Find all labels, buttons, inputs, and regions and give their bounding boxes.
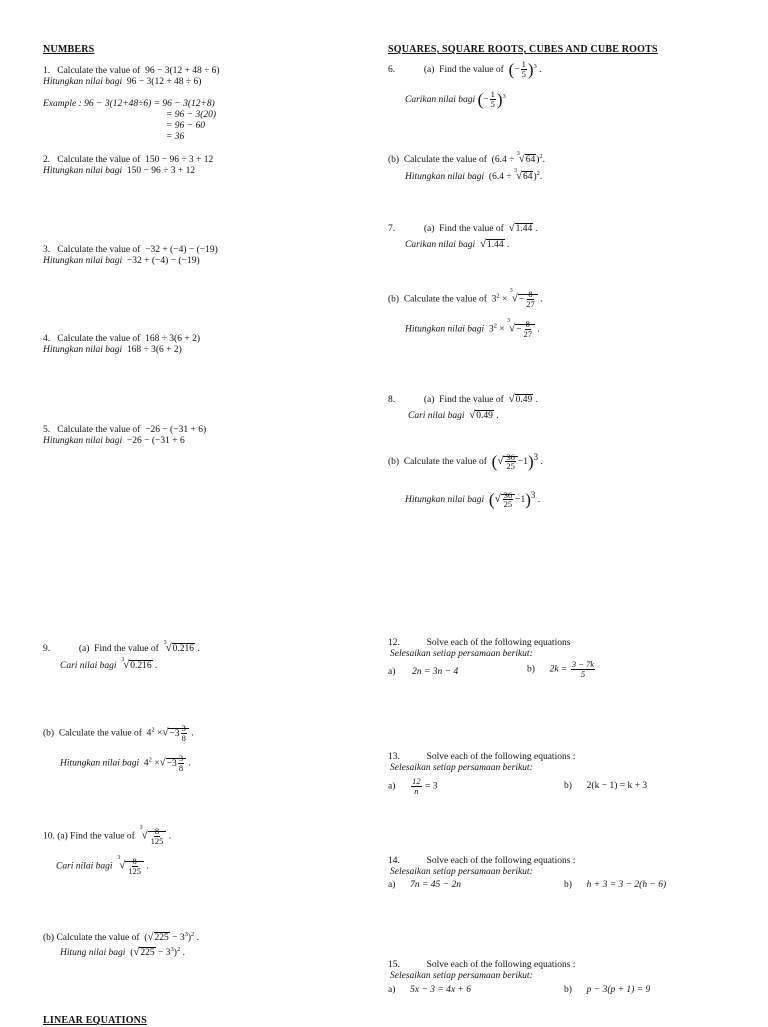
whole-part: −3 (166, 758, 177, 769)
question-9b-malay: Hitungkan nilai bagi $4^2 \times√-3$ $\frac{3}{8}$ . (60, 753, 191, 773)
malay-expression: −26 − (−31 + 6 (126, 436, 185, 446)
expression-part: (6.4 ÷ (488, 172, 512, 183)
expression-part: (6.4 ÷ (491, 155, 515, 166)
question-number: 4. (43, 334, 51, 344)
radical-sign: √ (509, 322, 516, 335)
example-label: Example : (43, 99, 82, 109)
fraction: $\frac{3}{8}$ (178, 753, 184, 773)
radical-sign: √ (511, 292, 518, 305)
roots-heading: SQUARES, SQUARE ROOTS, CUBES AND CUBE ROOTS (388, 44, 658, 55)
minus-one: −1 (515, 495, 526, 506)
question-14a (388, 880, 461, 891)
radicand: 225 (140, 948, 155, 959)
root-index: 3 (516, 151, 520, 157)
question-15b (564, 985, 650, 996)
question-text: Find the value of (439, 224, 504, 234)
part-label: (b) (43, 728, 55, 739)
fraction: $\frac{8}{125}$ (128, 856, 142, 876)
malay-text: Cari nilai bagi (60, 661, 117, 671)
question-text: Find the value of (439, 395, 504, 405)
question-8a-malay: Cari nilai bagi √0.49 . (408, 409, 499, 421)
minus-sign: − (514, 64, 520, 75)
question-number: 12. (388, 638, 400, 648)
fraction: $\frac{36}{25}$ (503, 489, 513, 510)
radical-sign: √ (165, 642, 172, 654)
question-4 (43, 334, 200, 345)
fraction: $\frac{3}{8}$ (181, 723, 186, 743)
root-index: 3 (117, 855, 121, 861)
question-12a (388, 667, 458, 678)
example-line-3: = 96 − 60 (166, 121, 205, 131)
exponent: 2 (148, 756, 152, 764)
part-label: b) (564, 781, 572, 791)
minus-sign: − (518, 294, 525, 305)
question-7a-malay: Carikan nilai bagi √1.44 . (405, 238, 510, 250)
equation: 7n = 45 − 2n (410, 880, 461, 890)
malay-text: Hitungkan nilai bagi (405, 495, 485, 506)
base: 3 (491, 294, 497, 305)
malay-text: Cari nilai bagi (56, 861, 113, 872)
radical-sign: √ (494, 493, 501, 506)
radicand: 0.49 (515, 395, 533, 405)
radicand: 0.216 (130, 661, 152, 671)
question-text: Find the value of (94, 644, 159, 654)
expression-part: ) (533, 172, 537, 183)
malay-text: Hitungkan nilai bagi (43, 256, 123, 266)
expression-part: − 3 (172, 933, 185, 944)
radical-sign: √ (133, 946, 140, 959)
question-13a (388, 777, 438, 796)
question-text: Calculate the value of (57, 425, 141, 435)
question-15-malay: Selesaikan setiap persamaan berikut: (390, 971, 533, 981)
radical-sign: √ (497, 455, 504, 468)
part-label: a) (388, 985, 396, 995)
malay-text: Carikan nilai bagi (405, 240, 476, 250)
part-label: (a) (423, 395, 435, 405)
minus-one: −1 (517, 457, 528, 468)
question-3-malay (43, 256, 200, 267)
question-number: 7. (388, 224, 396, 234)
radicand: 225 (154, 933, 169, 944)
radical-sign: √ (515, 170, 522, 183)
radical-sign: √ (479, 238, 486, 250)
part-label: b) (564, 985, 572, 995)
malay-text: Hitungkan nilai bagi (60, 758, 140, 769)
malay-text: Hitung nilai bagi (60, 948, 126, 959)
question-text: Find the value of (70, 831, 135, 842)
question-8a: 8. (a) Find the value of √0.49 . (388, 393, 538, 405)
question-7b-malay: Hitungkan nilai bagi $3^2 \times ^3√-$ $\frac{8}{27}$ . (405, 318, 540, 339)
question-6b-malay: Hitungkan nilai bagi $(6.4 \div ^3√64)^2$. (405, 168, 543, 183)
radicand: 0.216 (172, 644, 194, 654)
question-9a: 9. (a) Find the value of $^3$√0.216 . (43, 640, 200, 654)
question-10b: (b) Calculate the value of $(√225 - 3^3)^2$ . (43, 931, 200, 944)
malay-text: Hitungkan nilai bagi (43, 166, 123, 176)
question-number: 10. (43, 831, 55, 842)
minus-sign: − (483, 94, 489, 105)
malay-text: Hitungkan nilai bagi (405, 172, 485, 183)
linear-equations-heading: LINEAR EQUATIONS (43, 1015, 147, 1026)
question-13b (564, 781, 647, 792)
question-13-malay: Selesaikan setiap persamaan berikut: (390, 763, 533, 773)
part-label: a) (388, 781, 396, 792)
whole-part: −3 (169, 728, 180, 739)
question-text: Solve each of the following equations (426, 638, 571, 648)
part-label: b) (564, 880, 572, 890)
question-expression: −26 − (−31 + 6) (145, 425, 207, 435)
minus-sign: − (516, 324, 522, 335)
part-label: (a) (57, 831, 68, 842)
question-text: Calculate the value of (57, 334, 141, 344)
question-text: Calculate the value of (57, 245, 141, 255)
exponent: 2 (176, 946, 181, 953)
question-3 (43, 245, 218, 256)
question-6b: (b) Calculate the value of $(6.4 \div ^3√64)^2$. (388, 151, 546, 166)
exponent: 2 (539, 153, 543, 160)
question-1 (43, 66, 220, 77)
expression-part: − 3 (158, 948, 171, 959)
question-6a: 6. (a) Find the value of (− $\frac{1}{5}$ )$^3$ . (388, 59, 542, 80)
root-index: 3 (513, 168, 517, 174)
root-index: 3 (139, 825, 143, 831)
part-label: (b) (388, 155, 400, 166)
malay-text: Hitungkan nilai bagi (43, 345, 123, 355)
question-8b-malay: Hitungkan nilai bagi (√ $\frac{36}{25}$ −1)3 . (405, 489, 541, 510)
question-expression: 150 − 96 ÷ 3 + 12 (145, 155, 214, 165)
fraction: $\frac{1}{5}$ (490, 89, 495, 110)
question-1-malay (43, 77, 201, 88)
question-number: 3. (43, 245, 51, 255)
question-text: Solve each of the following equations : (426, 960, 576, 970)
exponent: 2 (496, 292, 500, 300)
expression-part: ) (536, 155, 540, 166)
malay-text: Hitungkan nilai bagi (405, 324, 485, 335)
question-number: 8. (388, 395, 396, 405)
question-12-malay: Selesaikan setiap persamaan berikut: (390, 649, 533, 659)
radicand: 1.44 (515, 224, 533, 234)
equation: h + 3 = 3 − 2(h − 6) (586, 880, 667, 890)
exponent: 3 (170, 946, 174, 953)
question-15a (388, 985, 471, 996)
radical-sign: √ (508, 393, 515, 405)
radical-sign: √ (469, 409, 476, 421)
fraction: $\frac{1}{5}$ (521, 59, 526, 80)
exponent: 2 (493, 322, 497, 330)
question-7a: 7. (a) Find the value of √1.44 . (388, 222, 538, 234)
question-14-malay: Selesaikan setiap persamaan berikut: (390, 867, 533, 877)
question-9b: (b) Calculate the value of $4^2 \times√-3$ $\frac{3}{8}$ . (43, 723, 194, 743)
radicand: 1.44 (487, 240, 504, 250)
part-label: (a) (423, 64, 435, 75)
question-text: Solve each of the following equations : (426, 752, 576, 762)
question-6a-malay: Carikan nilai bagi (− $\frac{1}{5}$ )$^3$ (405, 89, 506, 110)
fraction: $\frac{8}{27}$ (526, 289, 535, 309)
question-number: 14. (388, 856, 400, 866)
malay-expression: 96 − 3(12 + 48 ÷ 6) (126, 77, 202, 87)
part-label: (b) (388, 294, 400, 305)
root-index: 3 (507, 318, 511, 324)
times-sign: × (499, 324, 505, 335)
question-number: 6. (388, 64, 396, 75)
question-2-malay (43, 166, 195, 177)
malay-expression: 168 ÷ 3(6 + 2) (126, 345, 182, 355)
malay-text: Hitungkan nilai bagi (43, 436, 123, 446)
part-label: a) (388, 667, 396, 677)
example-line-4: = 36 (166, 132, 185, 142)
question-expression: 168 ÷ 3(6 + 2) (145, 334, 200, 344)
radical-sign: √ (147, 931, 154, 944)
question-number: 15. (388, 960, 400, 970)
question-number: 1. (43, 66, 51, 76)
question-7b: (b) Calculate the value of $3^2 \times ^3√-$ $\frac{8}{27}$ . (388, 288, 543, 309)
expression-part: ( (144, 933, 148, 944)
malay-expression: 150 − 96 ÷ 3 + 12 (126, 166, 196, 176)
question-10a: 10. (a) Find the value of $^3$√ $\frac{8}{125}$ . (43, 825, 172, 846)
expression-part: ( (130, 948, 134, 959)
fraction: $\frac{8}{125}$ (150, 826, 164, 846)
question-15 (388, 960, 575, 971)
question-number: 5. (43, 425, 51, 435)
question-number: 13. (388, 752, 400, 762)
radicand: 0.49 (476, 411, 493, 421)
equation: 2n = 3n − 4 (412, 667, 459, 677)
base: 4 (143, 758, 149, 769)
expression-part: ) (187, 933, 192, 944)
equation-left: 2k = (549, 664, 568, 675)
question-text: Calculate the value of (403, 294, 487, 305)
question-text: Calculate the value of (57, 66, 141, 76)
malay-expression: −32 + (−4) − (−19) (126, 256, 200, 266)
exponent: 3 (184, 931, 188, 938)
radicand: 64 (522, 172, 533, 183)
equation: 5x − 3 = 4x + 6 (410, 985, 472, 995)
question-text: Calculate the value of (403, 457, 487, 468)
exponent: 2 (151, 726, 155, 734)
radical-sign: √ (159, 756, 166, 769)
question-12 (388, 638, 570, 649)
question-number: 9. (43, 644, 51, 654)
radical-sign: √ (123, 659, 130, 671)
exponent: 3 (530, 490, 536, 500)
question-5-malay (43, 436, 185, 447)
question-14b (564, 880, 666, 891)
radical-sign: √ (508, 222, 515, 234)
example-line-2: = 96 − 3(20) (166, 110, 217, 120)
malay-text: Hitungkan nilai bagi (43, 77, 123, 87)
equation: p − 3(p + 1) = 9 (586, 985, 651, 995)
question-text: Calculate the value of (56, 933, 140, 944)
root-index: 3 (163, 640, 167, 646)
times-sign: × (154, 758, 160, 769)
question-10b-malay: Hitung nilai bagi $(√225 - 3^3)^2$ . (60, 946, 185, 959)
exponent: 3 (533, 62, 537, 70)
numbers-heading: NUMBERS (43, 44, 95, 55)
question-13 (388, 752, 575, 763)
exponent: 3 (502, 92, 506, 100)
question-text: Calculate the value of (403, 155, 487, 166)
malay-text: Cari nilai bagi (408, 411, 465, 421)
question-14 (388, 856, 575, 867)
part-label: (a) (423, 224, 435, 234)
example-step: 96 − 3(12+48÷6) = 96 − 3(12+8) (84, 99, 215, 109)
times-sign: × (502, 294, 508, 305)
part-label: a) (388, 880, 396, 890)
equation: 2(k − 1) = k + 3 (586, 781, 648, 791)
question-5 (43, 425, 206, 436)
question-expression: −32 + (−4) − (−19) (145, 245, 218, 255)
radical-sign: √ (162, 726, 169, 739)
question-2 (43, 155, 213, 166)
malay-text: Carikan nilai bagi (405, 94, 476, 105)
question-number: 2. (43, 155, 51, 165)
question-10a-malay: Cari nilai bagi $^3$√ $\frac{8}{125}$ . (56, 855, 149, 876)
fraction: $\frac{8}{27}$ (523, 319, 532, 339)
root-index: 3 (121, 657, 125, 663)
radical-sign: √ (119, 859, 126, 872)
question-8b: (b) Calculate the value of (√ $\frac{36}{25}$ −1)3 . (388, 451, 543, 472)
radical-sign: √ (518, 153, 525, 166)
example-line-1 (43, 99, 215, 110)
question-text: Solve each of the following equations : (426, 856, 576, 866)
exponent: 2 (536, 170, 540, 177)
question-text: Calculate the value of (57, 155, 141, 165)
times-sign: × (157, 728, 163, 739)
base: 3 (488, 324, 494, 335)
fraction: $\frac{36}{25}$ (506, 451, 515, 472)
part-label: (b) (388, 457, 400, 468)
fraction: $\frac{12}{n}$ (412, 776, 421, 796)
part-label: b) (527, 664, 535, 675)
radicand: 64 (525, 155, 536, 166)
question-4-malay (43, 345, 182, 356)
equation-right: = 3 (425, 781, 438, 792)
question-text: Calculate the value of (58, 728, 142, 739)
exponent: 2 (191, 931, 195, 938)
base: 4 (146, 728, 152, 739)
part-label: (a) (78, 644, 90, 654)
part-label: (b) (43, 933, 55, 944)
exponent: 3 (533, 452, 539, 462)
question-9a-malay: Cari nilai bagi $^3$√0.216 . (60, 657, 158, 671)
radical-sign: √ (141, 829, 148, 842)
question-expression: 96 − 3(12 + 48 ÷ 6) (145, 66, 220, 76)
fraction: $\frac{3 - 7k}{5}$ (571, 659, 595, 679)
question-12b (527, 660, 596, 679)
question-text: Find the value of (439, 64, 504, 75)
root-index: 3 (509, 288, 513, 294)
expression-part: ) (173, 948, 177, 959)
